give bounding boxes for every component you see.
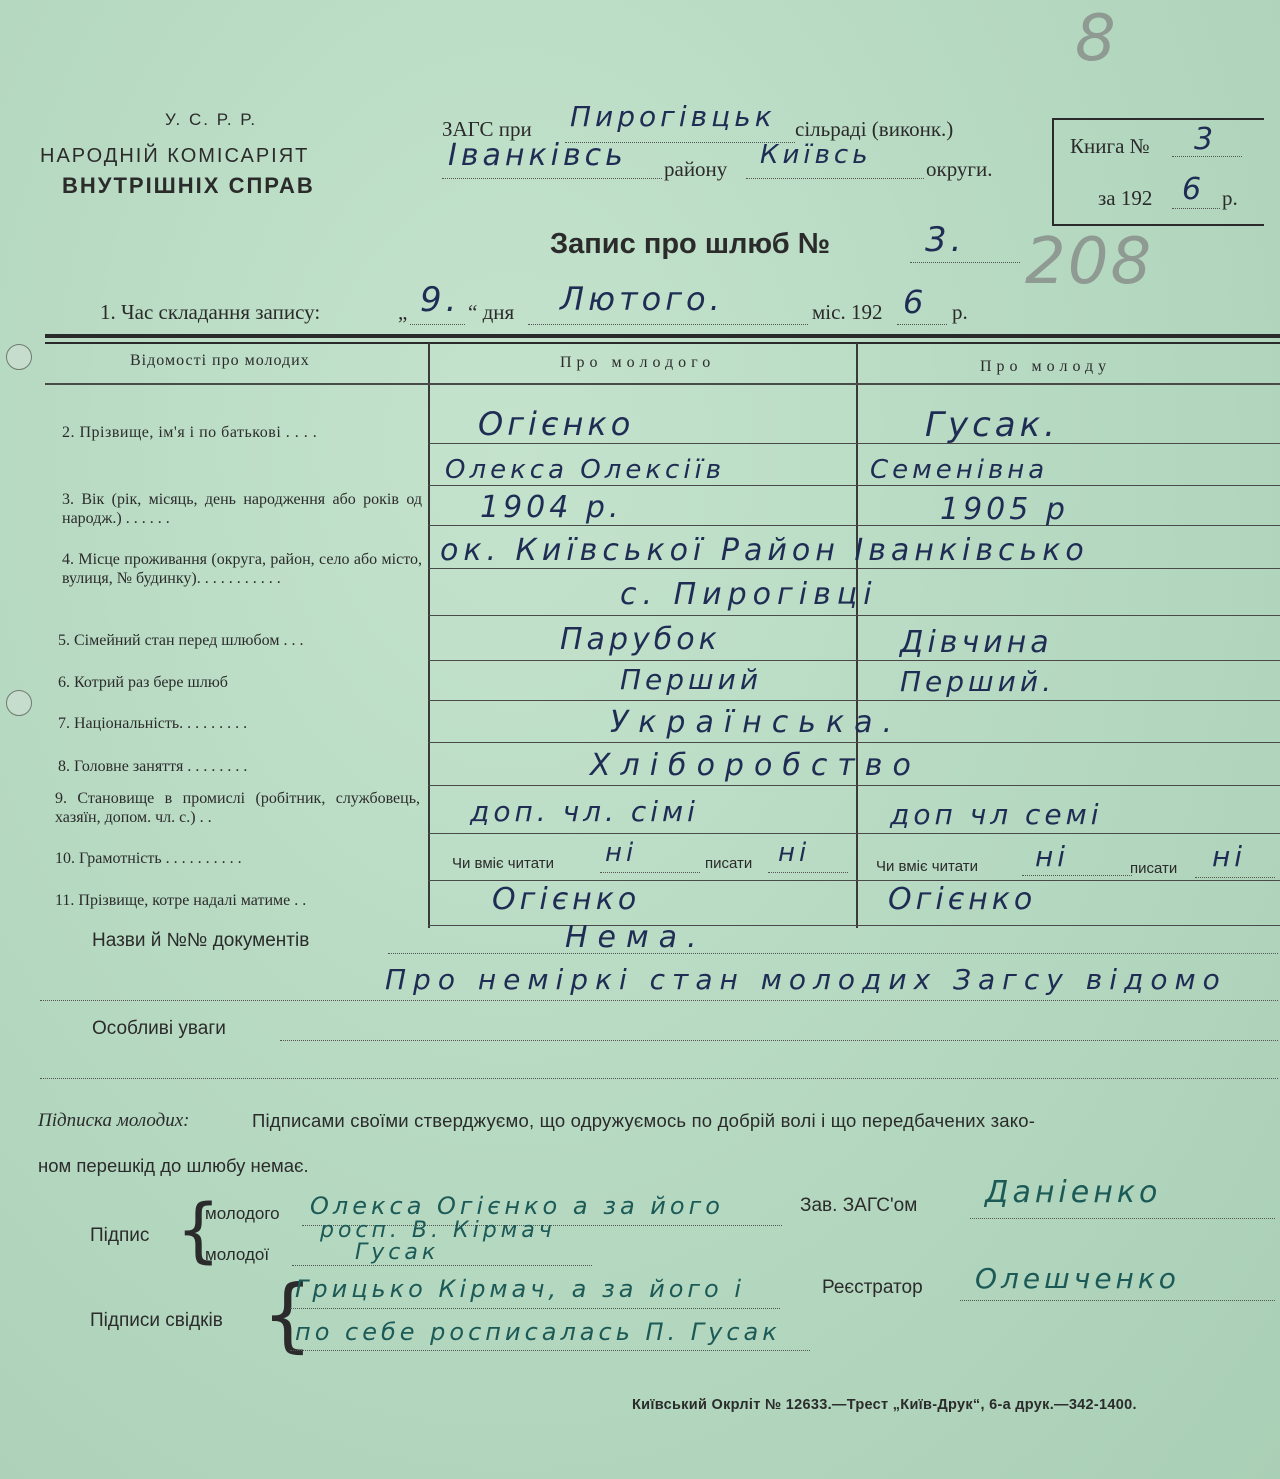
year-suffix: р. xyxy=(1222,186,1238,210)
book-label: Книга № xyxy=(1070,134,1150,158)
registrar-label: Реєстратор xyxy=(822,1277,923,1298)
zags-head-line xyxy=(970,1218,1275,1219)
bride-future-surname: Огієнко xyxy=(888,882,1037,917)
row-label-marital: 5. Сімейний стан перед шлюбом . . . xyxy=(58,632,304,649)
row-rule xyxy=(428,615,1280,616)
bride-write-value: ні xyxy=(1212,840,1247,873)
groom-birth-year: 1904 р. xyxy=(480,490,623,525)
row-rule xyxy=(428,880,1280,881)
witness-line-2 xyxy=(290,1350,810,1351)
month-handwritten: Лютого. xyxy=(560,280,724,318)
residence-line1: ок. Київської Район Іванківсько xyxy=(440,533,1089,568)
district-word: району xyxy=(664,157,728,181)
row-rule xyxy=(428,833,1280,834)
row-label-residence: 4. Місце проживання (округа, район, село або місто, вулиця, № будинку). . . . . . . . . . . xyxy=(62,551,422,587)
groom-signature-label: молодого xyxy=(205,1204,280,1223)
groom-given-names: Олекса Олексіїв xyxy=(445,455,726,485)
groom-marriage-count: Перший xyxy=(620,663,763,696)
row-label-name: 2. Прізвище, ім'я і по батькові . . . . xyxy=(62,424,318,441)
row-rule xyxy=(428,660,1280,661)
year-digit-handwritten: 6 xyxy=(1182,172,1206,207)
remarks-line-2 xyxy=(40,1078,1278,1079)
month-line xyxy=(528,324,808,325)
date-open-quote: „ xyxy=(398,300,408,324)
signature-brace: { xyxy=(176,1189,221,1271)
residence-line2: с. Пирогівці xyxy=(620,577,878,612)
book-box xyxy=(1052,118,1264,226)
table-divider-1 xyxy=(428,343,430,928)
groom-read-value: ні xyxy=(605,838,638,868)
bride-read-line xyxy=(1022,875,1132,876)
groom-write-label: писати xyxy=(705,855,753,872)
occupation-value: Хліборобство xyxy=(590,748,921,783)
row-label-age: 3. Вік (рік, місяць, день народження або років од народж.) . . . . . . xyxy=(62,491,422,527)
declaration-text-1: Підписами своїми стверджуємо, що одружуємось по добрій волі і що передбачених зако- xyxy=(252,1110,1036,1131)
bride-industry-status: доп чл семі xyxy=(890,798,1103,831)
bride-signature-label: молодої xyxy=(205,1245,270,1264)
ministry-label: ВНУТРІШНІХ СПРАВ xyxy=(62,173,315,198)
zags-village-handwritten: Пирогівцьк xyxy=(570,100,776,133)
zags-head-label: Зав. ЗАГС'ом xyxy=(800,1195,918,1216)
groom-read-line xyxy=(600,872,700,873)
groom-signature-line2: росп. В. Кірмач xyxy=(320,1218,556,1243)
okrug-line xyxy=(746,178,924,179)
commissariat-label: НАРОДНІЙ КОМІСАРІЯТ xyxy=(40,145,310,167)
documents-line xyxy=(388,953,1278,954)
okrug-word: округи. xyxy=(926,157,993,181)
row-label-status: 9. Становище в промислі (робітник, службовець, хазяїн, допом. чл. с.) . . xyxy=(55,790,420,826)
col-header-bride: Про молоду xyxy=(980,358,1112,375)
row-rule xyxy=(428,700,1280,701)
archive-pencil-number: 208 xyxy=(1025,225,1154,299)
record-title: Запис про шлюб № xyxy=(550,228,831,260)
bride-read-value: ні xyxy=(1035,840,1070,873)
title-number-line xyxy=(910,262,1020,263)
bride-signature-line xyxy=(292,1265,592,1266)
row-rule xyxy=(428,443,1280,444)
groom-future-surname: Огієнко xyxy=(492,882,641,917)
remarks-extra-line xyxy=(40,1000,1278,1001)
header-row-rule xyxy=(45,383,1280,385)
bride-patronymic: Семенівна xyxy=(870,455,1049,485)
district-handwritten: Іванківсь xyxy=(448,138,627,173)
row-rule xyxy=(428,485,1280,486)
remarks-line xyxy=(280,1040,1278,1041)
groom-read-label: Чи вміє читати xyxy=(452,855,554,872)
zags-suffix: сільраді (виконк.) xyxy=(795,117,954,141)
row-rule xyxy=(428,785,1280,786)
documents-label: Назви й №№ документів xyxy=(92,930,310,951)
groom-surname: Огієнко xyxy=(478,405,635,443)
day-handwritten: 9. xyxy=(420,280,461,320)
witness-signature-1: Грицько Кірмач, а за його і xyxy=(295,1275,745,1303)
district-line xyxy=(442,178,662,179)
remarks-extra-text: Про неміркі стан молодих Загсу відомо xyxy=(385,963,1227,996)
groom-industry-status: доп. чл. сімі xyxy=(470,795,699,828)
signature-label: Підпис xyxy=(90,1225,150,1246)
row-label-literacy: 10. Грамотність . . . . . . . . . . xyxy=(55,850,242,867)
bride-write-label: писати xyxy=(1130,860,1178,877)
zags-prefix: ЗАГС при xyxy=(442,117,532,141)
witness-line-1 xyxy=(290,1308,780,1309)
date-year-handwritten: 6 xyxy=(903,283,928,321)
corner-pencil-mark: 8 xyxy=(1075,2,1116,76)
bride-signature: Гусак xyxy=(355,1240,440,1265)
bride-marital-status: Дівчина xyxy=(900,625,1053,660)
row-label-marriage-count: 6. Котрий раз бере шлюб xyxy=(58,674,228,691)
date-year-suffix: р. xyxy=(952,300,968,324)
bride-marriage-count: Перший. xyxy=(900,665,1055,698)
day-line xyxy=(410,324,465,325)
groom-marital-status: Парубок xyxy=(560,622,721,657)
row-rule xyxy=(428,525,1280,526)
republic-label: У. С. Р. Р. xyxy=(165,110,258,129)
book-number-handwritten: 3 xyxy=(1194,122,1218,157)
table-top-rule xyxy=(45,334,1280,338)
groom-write-value: ні xyxy=(778,838,811,868)
okrug-handwritten: Київсь xyxy=(760,140,872,170)
declaration-label: Підписка молодих: xyxy=(38,1110,190,1131)
remarks-label: Особливі уваги xyxy=(92,1018,226,1039)
year-line xyxy=(1172,208,1220,209)
col-header-info: Відомості про молодих xyxy=(130,352,310,369)
bride-read-label: Чи вміє читати xyxy=(876,858,978,875)
row-rule xyxy=(428,568,1280,569)
witnesses-label: Підписи свідків xyxy=(90,1310,223,1331)
binder-hole-bottom xyxy=(6,690,32,716)
row-label-future-surname: 11. Прізвище, котре надалі матиме . . xyxy=(55,892,307,909)
registrar-line xyxy=(960,1300,1275,1301)
month-suffix: міс. 192 xyxy=(812,300,883,324)
nationality-value: Українська. xyxy=(610,705,902,740)
groom-signature: Олекса Огієнко а за його xyxy=(310,1192,724,1220)
col-header-groom: Про молодого xyxy=(560,354,716,371)
row-label-nationality: 7. Національність. . . . . . . . . xyxy=(58,715,248,732)
table-top-rule-thin xyxy=(45,342,1280,344)
binder-hole-top xyxy=(6,344,32,370)
date-label: 1. Час складання запису: xyxy=(100,300,321,324)
row-rule xyxy=(428,925,1280,926)
printer-imprint: Київський Окрліт № 12633.—Трест „Київ-Друк“, 6-а друк.—342-1400. xyxy=(632,1397,1137,1413)
documents-value: Нема. xyxy=(565,920,707,955)
date-year-line xyxy=(897,324,947,325)
registrar-signature: Олешченко xyxy=(975,1262,1180,1295)
bride-surname: Гусак. xyxy=(925,405,1059,445)
title-number-handwritten: 3. xyxy=(925,220,966,260)
declaration-text-2: ном перешкід до шлюбу немає. xyxy=(38,1155,309,1176)
year-prefix: за 192 xyxy=(1098,186,1153,210)
bride-birth-year: 1905 р xyxy=(940,492,1069,527)
bride-write-line xyxy=(1195,877,1275,878)
table-divider-2 xyxy=(856,343,858,928)
date-close-quote: “ дня xyxy=(468,300,515,324)
row-label-occupation: 8. Головне заняття . . . . . . . . xyxy=(58,758,248,775)
groom-write-line xyxy=(768,872,848,873)
zags-head-signature: Даніенко xyxy=(985,1175,1162,1210)
row-rule xyxy=(428,742,1280,743)
witness-signature-2: по себе росписалась П. Гусак xyxy=(295,1318,781,1346)
witnesses-brace: { xyxy=(262,1268,313,1361)
